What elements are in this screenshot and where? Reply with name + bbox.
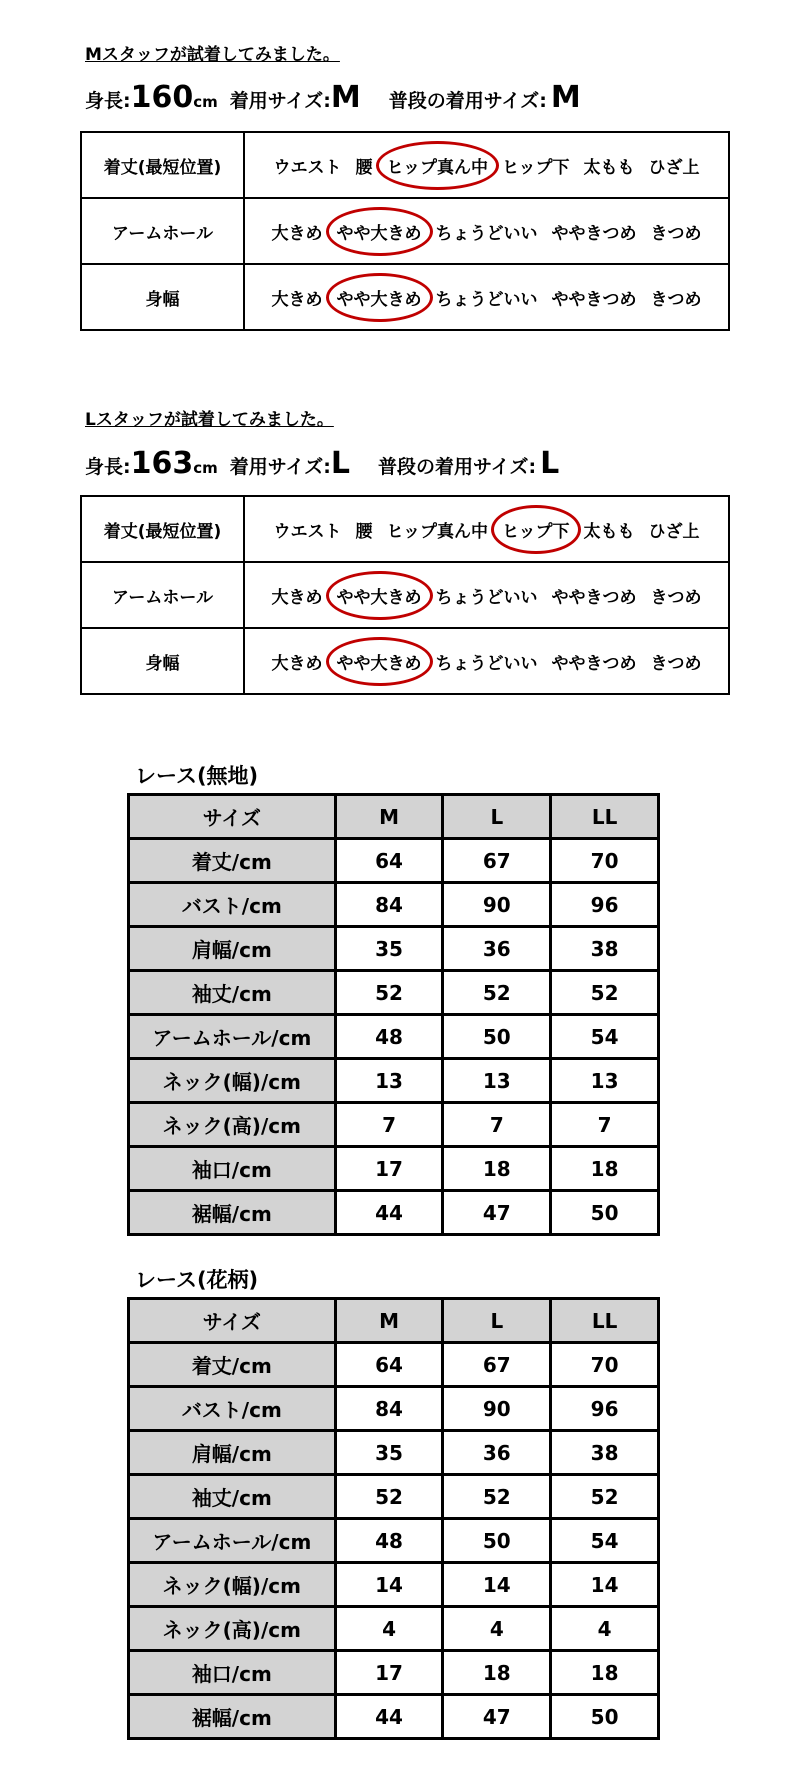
measurement-value: 52 <box>443 971 551 1015</box>
measurement-value: 35 <box>335 927 443 971</box>
measurement-label: 袖口/cm <box>129 1147 336 1191</box>
fit-option: ややきつめ <box>551 223 637 244</box>
fit-option: 大きめ <box>271 223 323 244</box>
fit-option: ちょうどいい <box>435 289 538 310</box>
height-unit: cm <box>193 459 218 477</box>
table-row <box>129 1103 659 1147</box>
staff-m-fit-table <box>80 131 730 331</box>
fit-option: 太もも <box>583 157 635 178</box>
fit-options-cell <box>244 198 729 264</box>
fit-option: 太もも <box>583 521 635 542</box>
size-table-plain <box>127 793 660 1236</box>
measurement-label: 袖丈/cm <box>129 971 336 1015</box>
table-row <box>129 1431 659 1475</box>
fit-row-label: 身幅 <box>81 628 244 694</box>
fit-option: きつめ <box>650 587 702 608</box>
size-header-label: サイズ <box>129 1299 336 1343</box>
fit-row <box>81 198 729 264</box>
measurement-value: 50 <box>551 1191 659 1235</box>
measurement-value: 13 <box>335 1059 443 1103</box>
fit-option: ちょうどいい <box>435 587 538 608</box>
measurement-label: ネック(高)/cm <box>129 1607 336 1651</box>
usual-size-value: M <box>550 80 581 115</box>
size-table-floral <box>127 1297 660 1740</box>
fit-option: 大きめ <box>271 587 323 608</box>
measurement-label: アームホール/cm <box>129 1519 336 1563</box>
fit-option: ウエスト <box>273 157 342 178</box>
size-header-ll: LL <box>551 1299 659 1343</box>
usual-size-value: L <box>540 446 560 481</box>
measurement-value: 84 <box>335 1387 443 1431</box>
measurement-value: 4 <box>551 1607 659 1651</box>
measurement-value: 7 <box>335 1103 443 1147</box>
fit-options <box>245 213 728 250</box>
fit-options-cell <box>244 264 729 330</box>
fit-row <box>81 264 729 330</box>
measurement-value: 47 <box>443 1695 551 1739</box>
measurement-value: 44 <box>335 1191 443 1235</box>
measurement-value: 50 <box>443 1519 551 1563</box>
fit-row <box>81 132 729 198</box>
fit-option: ちょうどいい <box>435 223 538 244</box>
staff-m-title: Mスタッフが試着してみました。 <box>85 45 340 65</box>
table-row <box>129 1387 659 1431</box>
measurement-value: 17 <box>335 1147 443 1191</box>
measurement-value: 18 <box>443 1651 551 1695</box>
fit-option: きつめ <box>650 289 702 310</box>
fit-option: きつめ <box>650 223 702 244</box>
size-header-l: L <box>443 1299 551 1343</box>
usual-size-label: 普段の着用サイズ: <box>388 90 547 112</box>
size-header-row <box>129 1299 659 1343</box>
measurement-value: 36 <box>443 1431 551 1475</box>
measurement-value: 38 <box>551 1431 659 1475</box>
measurement-label: バスト/cm <box>129 883 336 927</box>
size-rows <box>129 1343 659 1739</box>
measurement-value: 7 <box>551 1103 659 1147</box>
fit-option-selected: やや大きめ <box>330 279 429 316</box>
fit-option: きつめ <box>650 653 702 674</box>
measurement-label: ネック(幅)/cm <box>129 1563 336 1607</box>
measurement-value: 52 <box>335 1475 443 1519</box>
measurement-value: 38 <box>551 927 659 971</box>
measurement-value: 52 <box>551 1475 659 1519</box>
worn-size-label: 着用サイズ: <box>229 90 331 112</box>
measurement-label: 肩幅/cm <box>129 1431 336 1475</box>
worn-size-value: M <box>330 80 361 115</box>
measurement-value: 54 <box>551 1015 659 1059</box>
size-header-m: M <box>335 795 443 839</box>
size-header-m: M <box>335 1299 443 1343</box>
fit-options <box>245 279 728 316</box>
measurement-value: 48 <box>335 1519 443 1563</box>
staff-m-info <box>85 80 581 114</box>
measurement-label: ネック(幅)/cm <box>129 1059 336 1103</box>
measurement-value: 47 <box>443 1191 551 1235</box>
measurement-value: 48 <box>335 1015 443 1059</box>
measurement-value: 18 <box>443 1147 551 1191</box>
measurement-value: 4 <box>335 1607 443 1651</box>
measurement-value: 13 <box>443 1059 551 1103</box>
measurement-value: 52 <box>443 1475 551 1519</box>
size-header-row <box>129 795 659 839</box>
fit-options <box>245 577 728 614</box>
measurement-value: 90 <box>443 1387 551 1431</box>
table-row <box>129 883 659 927</box>
fit-row <box>81 628 729 694</box>
measurement-value: 44 <box>335 1695 443 1739</box>
fit-rows <box>81 496 729 694</box>
size-header-ll: LL <box>551 795 659 839</box>
height-label: 身長: <box>85 456 131 478</box>
fit-option: ややきつめ <box>551 653 637 674</box>
height-unit: cm <box>193 93 218 111</box>
size-table-title: レース(無地) <box>135 764 259 788</box>
fit-option: ウエスト <box>273 521 342 542</box>
measurement-label: アームホール/cm <box>129 1015 336 1059</box>
height-label: 身長: <box>85 90 131 112</box>
measurement-label: 裾幅/cm <box>129 1191 336 1235</box>
measurement-value: 18 <box>551 1147 659 1191</box>
measurement-label: 着丈/cm <box>129 1343 336 1387</box>
table-row <box>129 1563 659 1607</box>
fit-options <box>245 511 728 548</box>
measurement-value: 96 <box>551 1387 659 1431</box>
measurement-label: 着丈/cm <box>129 839 336 883</box>
table-row <box>129 1059 659 1103</box>
fit-option: 大きめ <box>271 653 323 674</box>
size-header-label: サイズ <box>129 795 336 839</box>
fit-option: 腰 <box>355 157 373 178</box>
measurement-value: 70 <box>551 839 659 883</box>
size-rows <box>129 839 659 1235</box>
measurement-value: 35 <box>335 1431 443 1475</box>
fit-option: 腰 <box>355 521 373 542</box>
fit-options <box>245 643 728 680</box>
fit-row-label: 着丈(最短位置) <box>81 132 244 198</box>
fit-options-cell <box>244 628 729 694</box>
size-header-l: L <box>443 795 551 839</box>
worn-size-value: L <box>330 446 350 481</box>
fit-option-selected: やや大きめ <box>330 213 429 250</box>
measurement-label: 袖丈/cm <box>129 1475 336 1519</box>
usual-size-label: 普段の着用サイズ: <box>377 456 537 478</box>
table-row <box>129 1519 659 1563</box>
measurement-value: 84 <box>335 883 443 927</box>
height-value: 163 <box>130 446 194 481</box>
size-table-title: レース(花柄) <box>135 1268 259 1292</box>
measurement-label: 裾幅/cm <box>129 1695 336 1739</box>
measurement-label: ネック(高)/cm <box>129 1103 336 1147</box>
measurement-value: 52 <box>335 971 443 1015</box>
fit-option-selected: ヒップ真ん中 <box>380 147 496 184</box>
table-row <box>129 1607 659 1651</box>
measurement-value: 14 <box>335 1563 443 1607</box>
staff-l-info <box>85 446 559 480</box>
measurement-value: 4 <box>443 1607 551 1651</box>
fit-option: ちょうどいい <box>435 653 538 674</box>
table-row <box>129 1147 659 1191</box>
fit-option-selected: ヒップ下 <box>495 511 577 548</box>
fit-option-selected: やや大きめ <box>330 577 429 614</box>
measurement-value: 70 <box>551 1343 659 1387</box>
height-value: 160 <box>130 80 194 115</box>
fit-option: ひざ上 <box>648 521 700 542</box>
table-row <box>129 1475 659 1519</box>
measurement-label: 袖口/cm <box>129 1651 336 1695</box>
measurement-value: 7 <box>443 1103 551 1147</box>
measurement-value: 67 <box>443 839 551 883</box>
table-row <box>129 1695 659 1739</box>
fit-options <box>245 147 728 184</box>
measurement-value: 13 <box>551 1059 659 1103</box>
table-row <box>129 839 659 883</box>
measurement-value: 50 <box>551 1695 659 1739</box>
fit-options-cell <box>244 562 729 628</box>
staff-l-fit-table <box>80 495 730 695</box>
measurement-value: 14 <box>443 1563 551 1607</box>
fit-option: ひざ上 <box>648 157 700 178</box>
table-row <box>129 971 659 1015</box>
measurement-value: 64 <box>335 1343 443 1387</box>
fit-option: ヒップ真ん中 <box>386 521 488 542</box>
fit-row-label: アームホール <box>81 562 244 628</box>
measurement-value: 67 <box>443 1343 551 1387</box>
fit-row <box>81 562 729 628</box>
fit-option-selected: やや大きめ <box>330 643 429 680</box>
measurement-value: 96 <box>551 883 659 927</box>
fit-rows <box>81 132 729 330</box>
staff-l-title: Lスタッフが試着してみました。 <box>85 410 334 430</box>
measurement-value: 14 <box>551 1563 659 1607</box>
measurement-value: 50 <box>443 1015 551 1059</box>
measurement-value: 54 <box>551 1519 659 1563</box>
measurement-value: 18 <box>551 1651 659 1695</box>
table-row <box>129 1651 659 1695</box>
table-row <box>129 1343 659 1387</box>
table-row <box>129 927 659 971</box>
table-row <box>129 1191 659 1235</box>
fit-option: ややきつめ <box>551 289 637 310</box>
fit-options-cell <box>244 496 729 562</box>
fit-row-label: アームホール <box>81 198 244 264</box>
measurement-value: 90 <box>443 883 551 927</box>
measurement-label: 肩幅/cm <box>129 927 336 971</box>
fit-row <box>81 496 729 562</box>
worn-size-label: 着用サイズ: <box>229 456 331 478</box>
measurement-value: 17 <box>335 1651 443 1695</box>
fit-option: ややきつめ <box>551 587 637 608</box>
fit-row-label: 着丈(最短位置) <box>81 496 244 562</box>
measurement-value: 52 <box>551 971 659 1015</box>
fit-option: ヒップ下 <box>502 157 570 178</box>
table-row <box>129 1015 659 1059</box>
measurement-value: 36 <box>443 927 551 971</box>
measurement-value: 64 <box>335 839 443 883</box>
fit-row-label: 身幅 <box>81 264 244 330</box>
fit-options-cell <box>244 132 729 198</box>
measurement-label: バスト/cm <box>129 1387 336 1431</box>
fit-option: 大きめ <box>271 289 323 310</box>
